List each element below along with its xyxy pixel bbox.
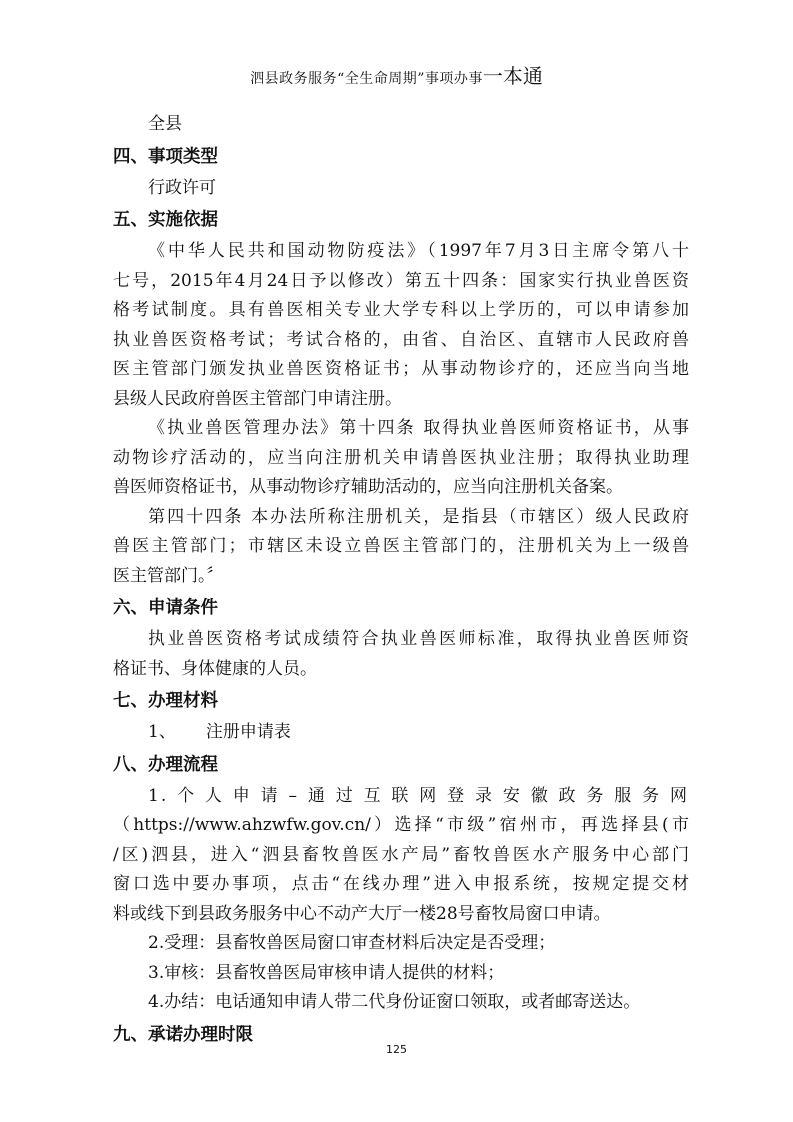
list-item-number: 1、: [148, 722, 176, 742]
paragraph-line: 七号，2015年4月24日予以修改）第五十四条：国家实行执业兽医资: [113, 270, 689, 291]
paragraph-line: /区)泗县，进入“泗县畜牧兽医水产局”畜牧兽医水产服务中心部门: [113, 844, 689, 865]
paragraph-line: 料或线下到县政务服务中心不动产大厅一楼28号畜牧局窗口申请。: [113, 903, 611, 924]
paragraph-line: 执业兽医资格考试；考试合格的，由省、自治区、直辖市人民政府兽: [113, 329, 689, 350]
page-number: 125: [386, 1043, 407, 1056]
process-step-3: 3.审核：县畜牧兽医局审核申请人提供的材料；: [148, 962, 505, 983]
section-9-heading: 九、承诺办理时限: [113, 1024, 253, 1045]
paragraph-line: 医主管部门颁发执业兽医资格证书；从事动物诊疗的，还应当向当地: [113, 359, 689, 379]
header-title: 泗县政务服务“全生命周期”事项办事: [250, 71, 483, 87]
paragraph-line: 动物诊疗活动的，应当向注册机关申请兽医执业注册；取得执业助理: [113, 447, 689, 468]
scope-value: 全县: [148, 114, 182, 134]
running-header: [0, 60, 793, 89]
list-item-text: 注册申请表: [205, 722, 291, 742]
materials-list-item: [113, 718, 689, 748]
legal-basis-paragraph-2: [113, 414, 689, 503]
paragraph-line: 格证书、身体健康的人员。: [113, 658, 317, 679]
paragraph-line: 格考试制度。具有兽医相关专业大学专科以上学历的，可以申请参加: [113, 300, 689, 320]
header-title-emphasis: 一本通: [482, 64, 543, 88]
process-step-4: 4.办结：电话通知申请人带二代身份证窗口领取，或者邮寄送达。: [148, 992, 641, 1012]
paragraph-line: （https://www.ahzwfw.gov.cn/）选择“市级”宿州市，再选择县(市: [113, 815, 689, 835]
section-8-heading: 八、办理流程: [113, 754, 218, 775]
section-5-heading: 五、实施依据: [113, 210, 218, 230]
paragraph-line: 窗口选中要办事项，点击“在线办理”进入申报系统，按规定提交材: [113, 874, 689, 894]
paragraph-line: 《执业兽医管理办法》第十四条 取得执业兽医师资格证书，从事: [148, 418, 689, 438]
paragraph-line: 《中华人民共和国动物防疫法》（1997年7月3日主席令第八十: [148, 241, 689, 261]
conditions-paragraph: [113, 625, 689, 684]
process-step-1: [113, 782, 689, 930]
paragraph-line: 县级人民政府兽医主管部门申请注册。: [113, 388, 402, 409]
paragraph-line: 第四十四条 本办法所称注册机关，是指县（市辖区）级人民政府: [148, 506, 689, 527]
section-7-heading: 七、办理材料: [113, 691, 218, 711]
paragraph-line: 1.个人申请–通过互联网登录安徽政务服务网: [148, 785, 689, 806]
document-body: [113, 110, 689, 1052]
legal-basis-paragraph-3: [113, 503, 689, 592]
paragraph-line: 医主管部门。〞: [113, 565, 224, 586]
section-4-heading: 四、事项类型: [113, 146, 218, 167]
paragraph-line: 兽医师资格证书，从事动物诊疗辅助活动的，应当向注册机关备案。: [113, 477, 623, 497]
process-step-2: 2.受理：县畜牧兽医局窗口审查材料后决定是否受理；: [148, 933, 556, 953]
paragraph-line: 执业兽医资格考试成绩符合执业兽医师标准，取得执业兽医师资: [148, 629, 689, 649]
section-6-heading: 六、申请条件: [113, 598, 218, 618]
paragraph-line: 兽医主管部门；市辖区未设立兽医主管部门的，注册机关为上一级兽: [113, 536, 689, 556]
legal-basis-paragraph-1: [113, 237, 689, 414]
section-4-value: 行政许可: [148, 177, 216, 198]
